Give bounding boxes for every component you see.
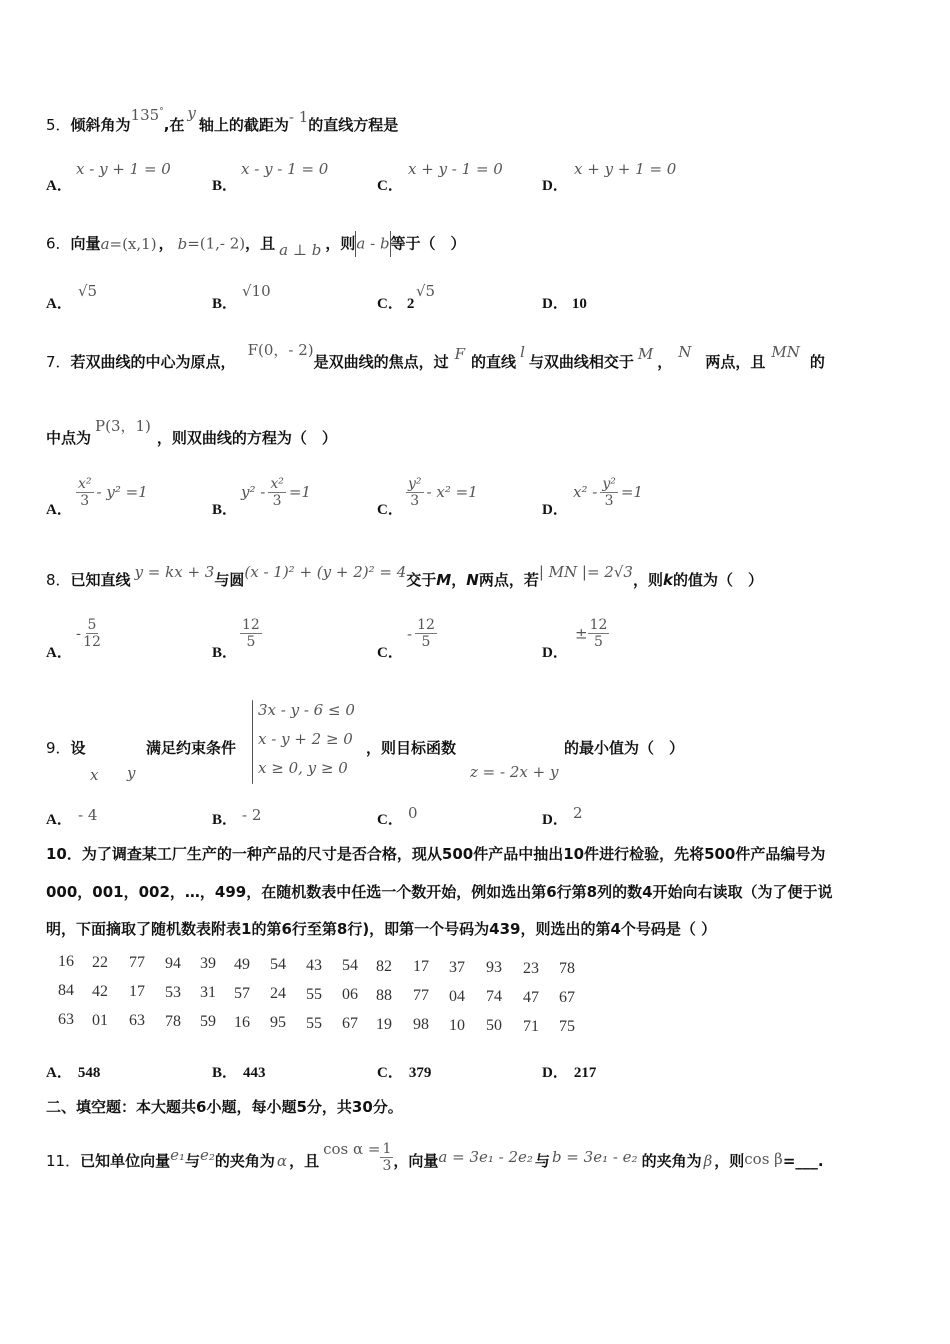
q8-point-m: M bbox=[436, 571, 452, 589]
q6-option-d[interactable] bbox=[542, 292, 587, 313]
table-cell: 16 bbox=[234, 1014, 250, 1031]
table-cell: 63 bbox=[58, 1011, 74, 1028]
q9-option-d-label: D． bbox=[542, 812, 568, 828]
q10-option-c-label: C． bbox=[377, 1065, 403, 1081]
table-cell: 06 bbox=[342, 986, 358, 1003]
q7-option-d[interactable] bbox=[542, 498, 568, 519]
q8-number: 8． bbox=[46, 571, 71, 589]
q8-chord-length: | MN |= 2√3 bbox=[538, 563, 633, 581]
q11-text-mid1: 的夹角为 bbox=[214, 1152, 275, 1170]
q7-point-n: N bbox=[678, 343, 692, 361]
table-cell: 71 bbox=[523, 1018, 539, 1035]
q10-option-d[interactable] bbox=[542, 1061, 596, 1082]
q11-vector-b: b = 3e₁ - e₂ bbox=[551, 1148, 638, 1166]
q5-option-a-label: A． bbox=[46, 178, 72, 194]
q6-comma: ， bbox=[158, 234, 174, 253]
q9-option-c-label: C． bbox=[377, 812, 403, 828]
q9-option-c[interactable] bbox=[377, 808, 403, 829]
q7-text-post: 的 bbox=[809, 353, 825, 371]
q5-option-b[interactable] bbox=[212, 174, 237, 195]
q8-option-a[interactable] bbox=[46, 641, 72, 662]
q8-option-d[interactable] bbox=[542, 641, 568, 662]
q8-option-d-expr bbox=[575, 617, 609, 650]
q7-d-denominator: 3 bbox=[604, 493, 614, 509]
q8-d-numerator: 12 bbox=[589, 617, 608, 633]
q9-option-b-text: - 2 bbox=[242, 806, 262, 824]
q5-option-d[interactable] bbox=[542, 174, 568, 195]
question-9 bbox=[46, 737, 86, 758]
q11-and: 与 bbox=[185, 1152, 201, 1170]
q6-option-c-label: C． bbox=[377, 296, 403, 312]
q6-text-post: 等于（ ） bbox=[390, 234, 466, 253]
q7-line-l: l bbox=[520, 343, 525, 361]
q9-objective: z = - 2x + y bbox=[470, 763, 559, 781]
q11-e2: e₂ bbox=[200, 1146, 215, 1164]
q8-text-mid1: 与圆 bbox=[214, 571, 245, 589]
q8-point-n: N bbox=[466, 571, 479, 589]
q6-text-mid2: ，则 bbox=[325, 234, 356, 253]
q7-a-denominator: 3 bbox=[80, 493, 90, 509]
q10-option-b-label: B． bbox=[212, 1065, 238, 1081]
q8-text-mid4: ，则 bbox=[632, 571, 663, 589]
q11-text-pre: 已知单位向量 bbox=[80, 1152, 171, 1170]
q7-option-c-label: C． bbox=[377, 502, 403, 518]
table-cell: 49 bbox=[234, 956, 250, 973]
q6-vector-b-value: =(1,- 2) bbox=[187, 234, 246, 253]
q5-option-c-label: C． bbox=[377, 178, 403, 194]
q7-line-2 bbox=[46, 417, 337, 448]
table-cell: 77 bbox=[413, 987, 429, 1004]
q8-c-denominator: 5 bbox=[421, 634, 431, 650]
q6-vector-a: a bbox=[100, 234, 110, 253]
q11-e1: e₁ bbox=[170, 1146, 185, 1164]
q5-option-c-text: x + y - 1 = 0 bbox=[408, 160, 503, 178]
q8-text-post: 的值为（ ） bbox=[672, 571, 763, 589]
q7-b-pre: y² - bbox=[241, 483, 266, 501]
section-2-heading: 二、填空题：本大题共6小题，每小题5分，共30分。 bbox=[46, 1098, 403, 1116]
table-cell: 04 bbox=[449, 988, 465, 1005]
q5-text-pre: 倾斜角为 bbox=[70, 116, 131, 134]
table-cell: 67 bbox=[342, 1015, 358, 1032]
q7-d-numerator: y² bbox=[602, 476, 616, 492]
table-cell: 17 bbox=[129, 983, 145, 1000]
q7-text-line2-pre: 中点为 bbox=[46, 429, 92, 447]
q9-var-y: y bbox=[127, 764, 136, 782]
q7-d-rest: =1 bbox=[620, 483, 643, 501]
q8-option-c[interactable] bbox=[377, 641, 403, 662]
q10-option-a-label: A． bbox=[46, 1065, 72, 1081]
table-cell: 54 bbox=[342, 957, 358, 974]
q11-text-mid3: ，向量 bbox=[393, 1152, 439, 1170]
q5-option-b-text: x - y - 1 = 0 bbox=[241, 160, 329, 178]
question-8 bbox=[46, 563, 763, 590]
q8-text-mid3: 两点，若 bbox=[478, 571, 539, 589]
q9-text-mid2: ，则目标函数 bbox=[366, 739, 457, 757]
q6-option-c-coef: 2 bbox=[406, 296, 415, 312]
q8-c-numerator: 12 bbox=[417, 617, 435, 633]
q7-f: F bbox=[454, 345, 466, 363]
q10-option-c-text: 379 bbox=[408, 1065, 432, 1081]
q11-and2: 与 bbox=[534, 1152, 550, 1170]
q6-option-b-label: B． bbox=[212, 296, 238, 312]
q11-cos-denominator: 3 bbox=[382, 1158, 392, 1174]
q8-option-a-label: A． bbox=[46, 645, 72, 661]
q6-abs-b: b bbox=[379, 234, 390, 253]
q6-option-c-text: √5 bbox=[416, 282, 436, 300]
table-cell: 01 bbox=[92, 1012, 108, 1029]
table-cell: 82 bbox=[376, 958, 392, 975]
q10-option-b-text: 443 bbox=[243, 1065, 266, 1081]
q5-option-a[interactable] bbox=[46, 174, 72, 195]
q7-midpoint: P(3，1) bbox=[95, 417, 151, 435]
q7-b-rest: =1 bbox=[288, 483, 311, 501]
q9-constraint-3: x ≥ 0, y ≥ 0 bbox=[258, 759, 348, 777]
q7-d-pre: x² - bbox=[573, 483, 598, 501]
q10-line-2: 000，001，002，…，499，在随机数表中任选一个数开始，例如选出第6行第8列的数4开始向右读取（为了便于说 bbox=[46, 883, 833, 901]
table-cell: 88 bbox=[376, 987, 392, 1004]
q11-text-mid2: ，且 bbox=[289, 1152, 320, 1170]
q6-abs-minus: - bbox=[365, 234, 380, 253]
q6-option-a-text: √5 bbox=[78, 282, 98, 300]
q7-text-mid2: 的直线 bbox=[471, 353, 517, 371]
q7-option-b-label: B． bbox=[212, 502, 238, 518]
q8-a-sign: - bbox=[76, 624, 82, 643]
q9-option-b[interactable] bbox=[212, 808, 237, 829]
q6-vector-b: b bbox=[177, 234, 188, 253]
table-cell: 77 bbox=[129, 954, 145, 971]
question-7 bbox=[46, 341, 825, 372]
table-cell: 16 bbox=[58, 953, 74, 970]
q9-text-pre: 设 bbox=[70, 739, 86, 757]
table-cell: 24 bbox=[270, 985, 286, 1002]
q8-a-denominator: 12 bbox=[83, 634, 101, 650]
table-cell: 42 bbox=[92, 983, 108, 1000]
q8-text-pre: 已知直线 bbox=[70, 571, 131, 589]
q8-option-a-expr bbox=[76, 617, 103, 650]
q8-d-sign: ± bbox=[575, 624, 588, 643]
q8-line-eq: y = kx + 3 bbox=[134, 563, 215, 581]
q6-option-b-text: √10 bbox=[242, 282, 271, 300]
q7-text-line2-post: ，则双曲线的方程为（ ） bbox=[156, 429, 337, 447]
q9-option-d[interactable] bbox=[542, 808, 568, 829]
q11-vector-a: a = 3e₁ - 2e₂ bbox=[438, 1148, 533, 1166]
q6-perpendicular: a ⊥ b bbox=[279, 240, 322, 259]
q5-angle: 135 bbox=[130, 106, 160, 124]
q6-option-d-text: 10 bbox=[571, 296, 587, 312]
table-cell: 19 bbox=[376, 1016, 392, 1033]
q5-text-mid1: ,在 bbox=[163, 116, 185, 134]
q9-var-x: x bbox=[90, 766, 99, 784]
table-cell: 94 bbox=[165, 955, 181, 972]
table-cell: 55 bbox=[306, 1015, 322, 1032]
q9-constraint-1: 3x - y - 6 ≤ 0 bbox=[258, 701, 355, 719]
q9-constraint-brace bbox=[252, 700, 253, 784]
q10-line-1: 10．为了调查某工厂生产的一种产品的尺寸是否合格，现从500件产品中抽出10件进行检验，先将500件产品编号为 bbox=[46, 845, 826, 863]
q9-option-a-label: A． bbox=[46, 812, 72, 828]
q7-text-mid3: 与双曲线相交于 bbox=[528, 353, 634, 371]
q5-number: 5． bbox=[46, 116, 71, 134]
q5-option-d-text: x + y + 1 = 0 bbox=[574, 160, 677, 178]
q6-text-pre: 向量 bbox=[70, 234, 101, 253]
question-11 bbox=[46, 1140, 824, 1178]
q7-segment-mn: MN bbox=[771, 343, 800, 361]
question-5 bbox=[46, 104, 399, 135]
q6-option-d-label: D． bbox=[542, 296, 568, 312]
q6-option-b[interactable] bbox=[212, 292, 237, 313]
q6-number: 6． bbox=[46, 234, 71, 253]
q11-beta: β bbox=[703, 1152, 713, 1170]
q11-cos-beta: cos β bbox=[744, 1150, 783, 1168]
table-cell: 67 bbox=[559, 989, 575, 1006]
q11-text-mid4: 的夹角为 bbox=[641, 1152, 702, 1170]
q8-b-denominator: 5 bbox=[246, 634, 256, 650]
table-cell: 50 bbox=[486, 1017, 502, 1034]
q10-line-3: 明，下面摘取了随机数表附表1的第6行至第8行)，即第一个号码为439，则选出的第4个号码是（ ） bbox=[46, 920, 717, 938]
q5-option-d-label: D． bbox=[542, 178, 568, 194]
q7-option-d-expr bbox=[573, 476, 643, 509]
q7-focus: F(0，- 2) bbox=[247, 341, 314, 359]
q10-option-d-label: D． bbox=[542, 1065, 568, 1081]
q7-c-denominator: 3 bbox=[410, 493, 420, 509]
table-cell: 17 bbox=[413, 958, 429, 975]
q8-text-mid2: 交于 bbox=[406, 571, 437, 589]
q5-text-post: 的直线方程是 bbox=[308, 116, 399, 134]
q7-b-numerator: x² bbox=[270, 476, 284, 492]
table-cell: 22 bbox=[92, 954, 108, 971]
q11-answer-blank[interactable]: =___. bbox=[782, 1152, 824, 1170]
q7-number: 7． bbox=[46, 353, 71, 371]
table-cell: 63 bbox=[129, 1012, 145, 1029]
q5-option-a-text: x - y + 1 = 0 bbox=[76, 160, 171, 178]
q7-option-a-expr bbox=[76, 476, 148, 509]
q7-a-rest: - y² =1 bbox=[96, 483, 148, 501]
q10-option-a[interactable] bbox=[46, 1061, 100, 1082]
table-cell: 74 bbox=[486, 988, 502, 1005]
q5-intercept: - 1 bbox=[288, 108, 309, 126]
table-cell: 53 bbox=[165, 984, 181, 1001]
q7-point-m: M bbox=[637, 345, 654, 363]
q7-text-pre: 若双曲线的中心为原点， bbox=[70, 353, 236, 371]
q7-option-a[interactable] bbox=[46, 498, 72, 519]
q6-vector-a-value: =(x,1) bbox=[109, 234, 157, 253]
q11-text-mid5: ，则 bbox=[714, 1152, 745, 1170]
q6-text-mid: ，且 bbox=[245, 234, 276, 253]
table-cell: 23 bbox=[523, 960, 539, 977]
q8-b-numerator: 12 bbox=[242, 617, 260, 633]
table-cell: 75 bbox=[559, 1018, 575, 1035]
table-cell: 84 bbox=[58, 982, 74, 999]
q8-option-b-expr bbox=[240, 617, 262, 650]
table-cell: 57 bbox=[234, 985, 250, 1002]
q8-circle-eq: (x - 1)² + (y + 2)² = 4 bbox=[244, 563, 407, 581]
q7-text-mid4: 两点，且 bbox=[705, 353, 766, 371]
table-cell: 39 bbox=[200, 955, 216, 972]
table-cell: 43 bbox=[306, 957, 322, 974]
q7-c-numerator: y² bbox=[408, 476, 422, 492]
q7-option-c[interactable] bbox=[377, 498, 403, 519]
q7-c-rest: - x² =1 bbox=[426, 483, 478, 501]
table-cell: 31 bbox=[200, 984, 216, 1001]
table-cell: 54 bbox=[270, 956, 286, 973]
q6-option-a[interactable] bbox=[46, 292, 72, 313]
q8-c-sign: - bbox=[407, 624, 413, 643]
q7-option-a-label: A． bbox=[46, 502, 72, 518]
table-cell: 95 bbox=[270, 1014, 286, 1031]
table-cell: 47 bbox=[523, 989, 539, 1006]
q8-option-b[interactable] bbox=[212, 641, 237, 662]
q9-option-d-text: 2 bbox=[573, 804, 583, 822]
q8-option-c-expr bbox=[407, 617, 437, 650]
q9-option-b-label: B． bbox=[212, 812, 238, 828]
q11-number: 11． bbox=[46, 1152, 81, 1170]
q7-option-b[interactable] bbox=[212, 498, 237, 519]
q8-option-c-label: C． bbox=[377, 645, 403, 661]
table-cell: 59 bbox=[200, 1013, 216, 1030]
q5-degree-symbol: ° bbox=[159, 107, 164, 117]
q6-option-c[interactable] bbox=[377, 292, 414, 313]
table-cell: 78 bbox=[165, 1013, 181, 1030]
q5-axis: y bbox=[187, 104, 196, 122]
table-cell: 93 bbox=[486, 959, 502, 976]
q9-option-c-text: 0 bbox=[408, 804, 418, 822]
q9-text-mid1: 满足约束条件 bbox=[146, 739, 237, 757]
q8-d-denominator: 5 bbox=[594, 634, 603, 650]
table-cell: 37 bbox=[449, 959, 465, 976]
q11-cos-alpha: cos α = bbox=[323, 1140, 381, 1158]
q9-option-a-text: - 4 bbox=[78, 806, 98, 824]
q10-option-a-text: 548 bbox=[77, 1065, 101, 1081]
q10-option-b[interactable] bbox=[212, 1061, 266, 1082]
q7-a-numerator: x² bbox=[78, 476, 92, 492]
q10-option-c[interactable] bbox=[377, 1061, 431, 1082]
q11-cos-numerator: 1 bbox=[382, 1141, 392, 1157]
q9-number: 9． bbox=[46, 739, 71, 757]
table-cell: 55 bbox=[306, 986, 322, 1003]
q5-option-c[interactable] bbox=[377, 174, 403, 195]
q9-option-a[interactable] bbox=[46, 808, 72, 829]
q8-k: k bbox=[662, 571, 673, 589]
q5-option-b-label: B． bbox=[212, 178, 238, 194]
q10-option-d-text: 217 bbox=[573, 1065, 597, 1081]
q7-b-denominator: 3 bbox=[272, 493, 282, 509]
q7-option-b-expr bbox=[241, 476, 311, 509]
q5-text-mid2: 轴上的截距为 bbox=[198, 116, 289, 134]
q7-comma: ， bbox=[657, 353, 673, 371]
q7-option-c-expr bbox=[406, 476, 478, 509]
q8-sep: ， bbox=[451, 571, 467, 589]
q7-text-mid1: 是双曲线的焦点，过 bbox=[313, 353, 449, 371]
q9-constraint-2: x - y + 2 ≥ 0 bbox=[258, 730, 353, 748]
q8-option-d-label: D． bbox=[542, 645, 568, 661]
table-cell: 10 bbox=[449, 1017, 465, 1034]
q9-text-post: 的最小值为（ ） bbox=[564, 739, 685, 757]
question-6 bbox=[46, 231, 466, 257]
q11-alpha: α bbox=[276, 1152, 288, 1170]
q8-a-numerator: 5 bbox=[87, 617, 97, 633]
table-cell: 98 bbox=[413, 1016, 429, 1033]
q8-option-b-label: B． bbox=[212, 645, 238, 661]
q7-option-d-label: D． bbox=[542, 502, 568, 518]
table-cell: 78 bbox=[559, 960, 575, 977]
q6-abs-a: a bbox=[356, 234, 366, 253]
q6-option-a-label: A． bbox=[46, 296, 72, 312]
